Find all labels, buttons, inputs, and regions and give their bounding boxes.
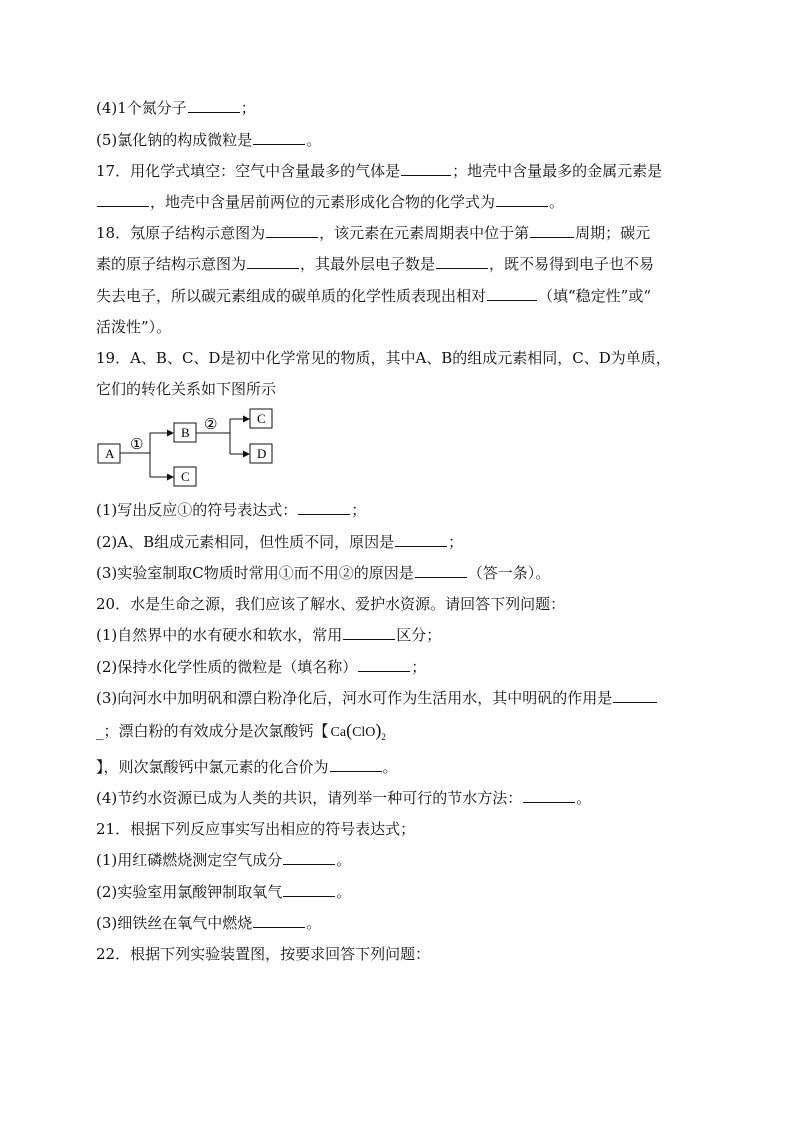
answer-blank[interactable] (358, 657, 410, 672)
q17-line2: ，地壳中含量居前两位的元素形成化合物的化学式为 。 (96, 192, 704, 212)
q18-line1: 18．氖原子结构示意图为 ，该元素在元素周期表中位于第 周期；碳元 (96, 224, 651, 242)
q19-item3: (3)实验室制取C物质时常用①而不用②的原因是 （答一条）。 (96, 564, 551, 582)
answer-blank[interactable] (487, 286, 537, 301)
answer-blank[interactable] (330, 757, 382, 772)
q21-line1: 21．根据下列反应事实写出相应的符号表达式； (96, 820, 416, 838)
calcium-hypochlorite-formula: $Ca(ClO)_2$ (330, 720, 386, 742)
answer-blank[interactable] (298, 500, 350, 515)
label-b: B (181, 425, 190, 440)
label-c-top: C (257, 411, 266, 426)
label-d: D (257, 446, 267, 461)
answer-blank[interactable] (613, 688, 657, 703)
answer-blank[interactable] (283, 882, 335, 897)
answer-blank[interactable] (253, 913, 305, 928)
q21-item3: (3)细铁丝在氧气中燃烧 。 (96, 914, 322, 932)
answer-blank[interactable] (436, 254, 488, 269)
answer-blank[interactable] (530, 223, 574, 238)
q20-item3-cont: _；漂白粉的有效成分是次氯酸钙【 $Ca(ClO)_2$ (96, 720, 386, 742)
q22-line1: 22．根据下列实验装置图，按要求回答下列问题： (96, 945, 431, 963)
q19-line1: 19．A、B、C、D是初中化学常见的物质，其中A、B的组成元素相同，C、D为单质， (96, 349, 671, 367)
answer-blank[interactable] (253, 130, 305, 145)
q19-line2: 它们的转化关系如下图所示 (96, 380, 277, 398)
answer-blank[interactable] (415, 563, 467, 578)
q16-item4: (4)1个氮分子 ； (96, 99, 256, 117)
q20-item2: (2)保持水化学性质的微粒是（填名称） ； (96, 658, 427, 676)
step-1-label: ① (130, 437, 144, 453)
answer-blank[interactable] (395, 532, 447, 547)
conversion-diagram (96, 406, 286, 490)
answer-blank[interactable] (266, 223, 318, 238)
answer-blank[interactable] (188, 98, 240, 113)
q20-item4: (4)节约水资源已成为人类的共识，请列举一种可行的节水方法： 。 (96, 789, 592, 807)
answer-blank[interactable] (283, 850, 335, 865)
q20-item1: (1)自然界中的水有硬水和软水，常用 区分； (96, 626, 442, 644)
answer-blank[interactable] (247, 254, 299, 269)
step-2-label: ② (204, 417, 218, 433)
label-c-bottom: C (181, 469, 190, 484)
answer-blank[interactable] (343, 625, 395, 640)
answer-blank[interactable] (97, 192, 149, 207)
q19-item2: (2)A、B组成元素相同，但性质不同，原因是 ； (96, 533, 464, 551)
q21-item2: (2)实验室用氯酸钾制取氧气 。 (96, 883, 352, 901)
q16-item5: (5)氯化钠的构成微粒是 。 (96, 131, 322, 149)
label-a: A (105, 446, 115, 461)
q18-line2: 素的原子结构示意图为 ，其最外层电子数是 ，既不易得到电子也不易 (96, 255, 655, 273)
answer-blank[interactable] (496, 192, 548, 207)
q20-line1: 20．水是生命之源，我们应该了解水、爱护水资源。请回答下列问题： (96, 595, 566, 613)
answer-blank[interactable] (401, 161, 451, 176)
q17-line1: 17．用化学式填空：空气中含量最多的气体是 ；地壳中含量最多的金属元素是 (96, 162, 663, 180)
q20-item3-cont2: 】，则次氯酸钙中氯元素的化合价为 。 (96, 758, 398, 776)
q18-line4: 活泼性”）。 (96, 318, 172, 336)
q19-item1: (1)写出反应①的符号表达式： ； (96, 501, 367, 519)
answer-blank[interactable] (523, 788, 575, 803)
q20-item3: (3)向河水中加明矾和漂白粉净化后，河水可作为生活用水，其中明矾的作用是 (96, 688, 704, 708)
q21-item1: (1)用红磷燃烧测定空气成分 。 (96, 851, 352, 869)
q18-line3: 失去电子，所以碳元素组成的碳单质的化学性质表现出相对 （填“稳定性”或“ (96, 287, 652, 305)
